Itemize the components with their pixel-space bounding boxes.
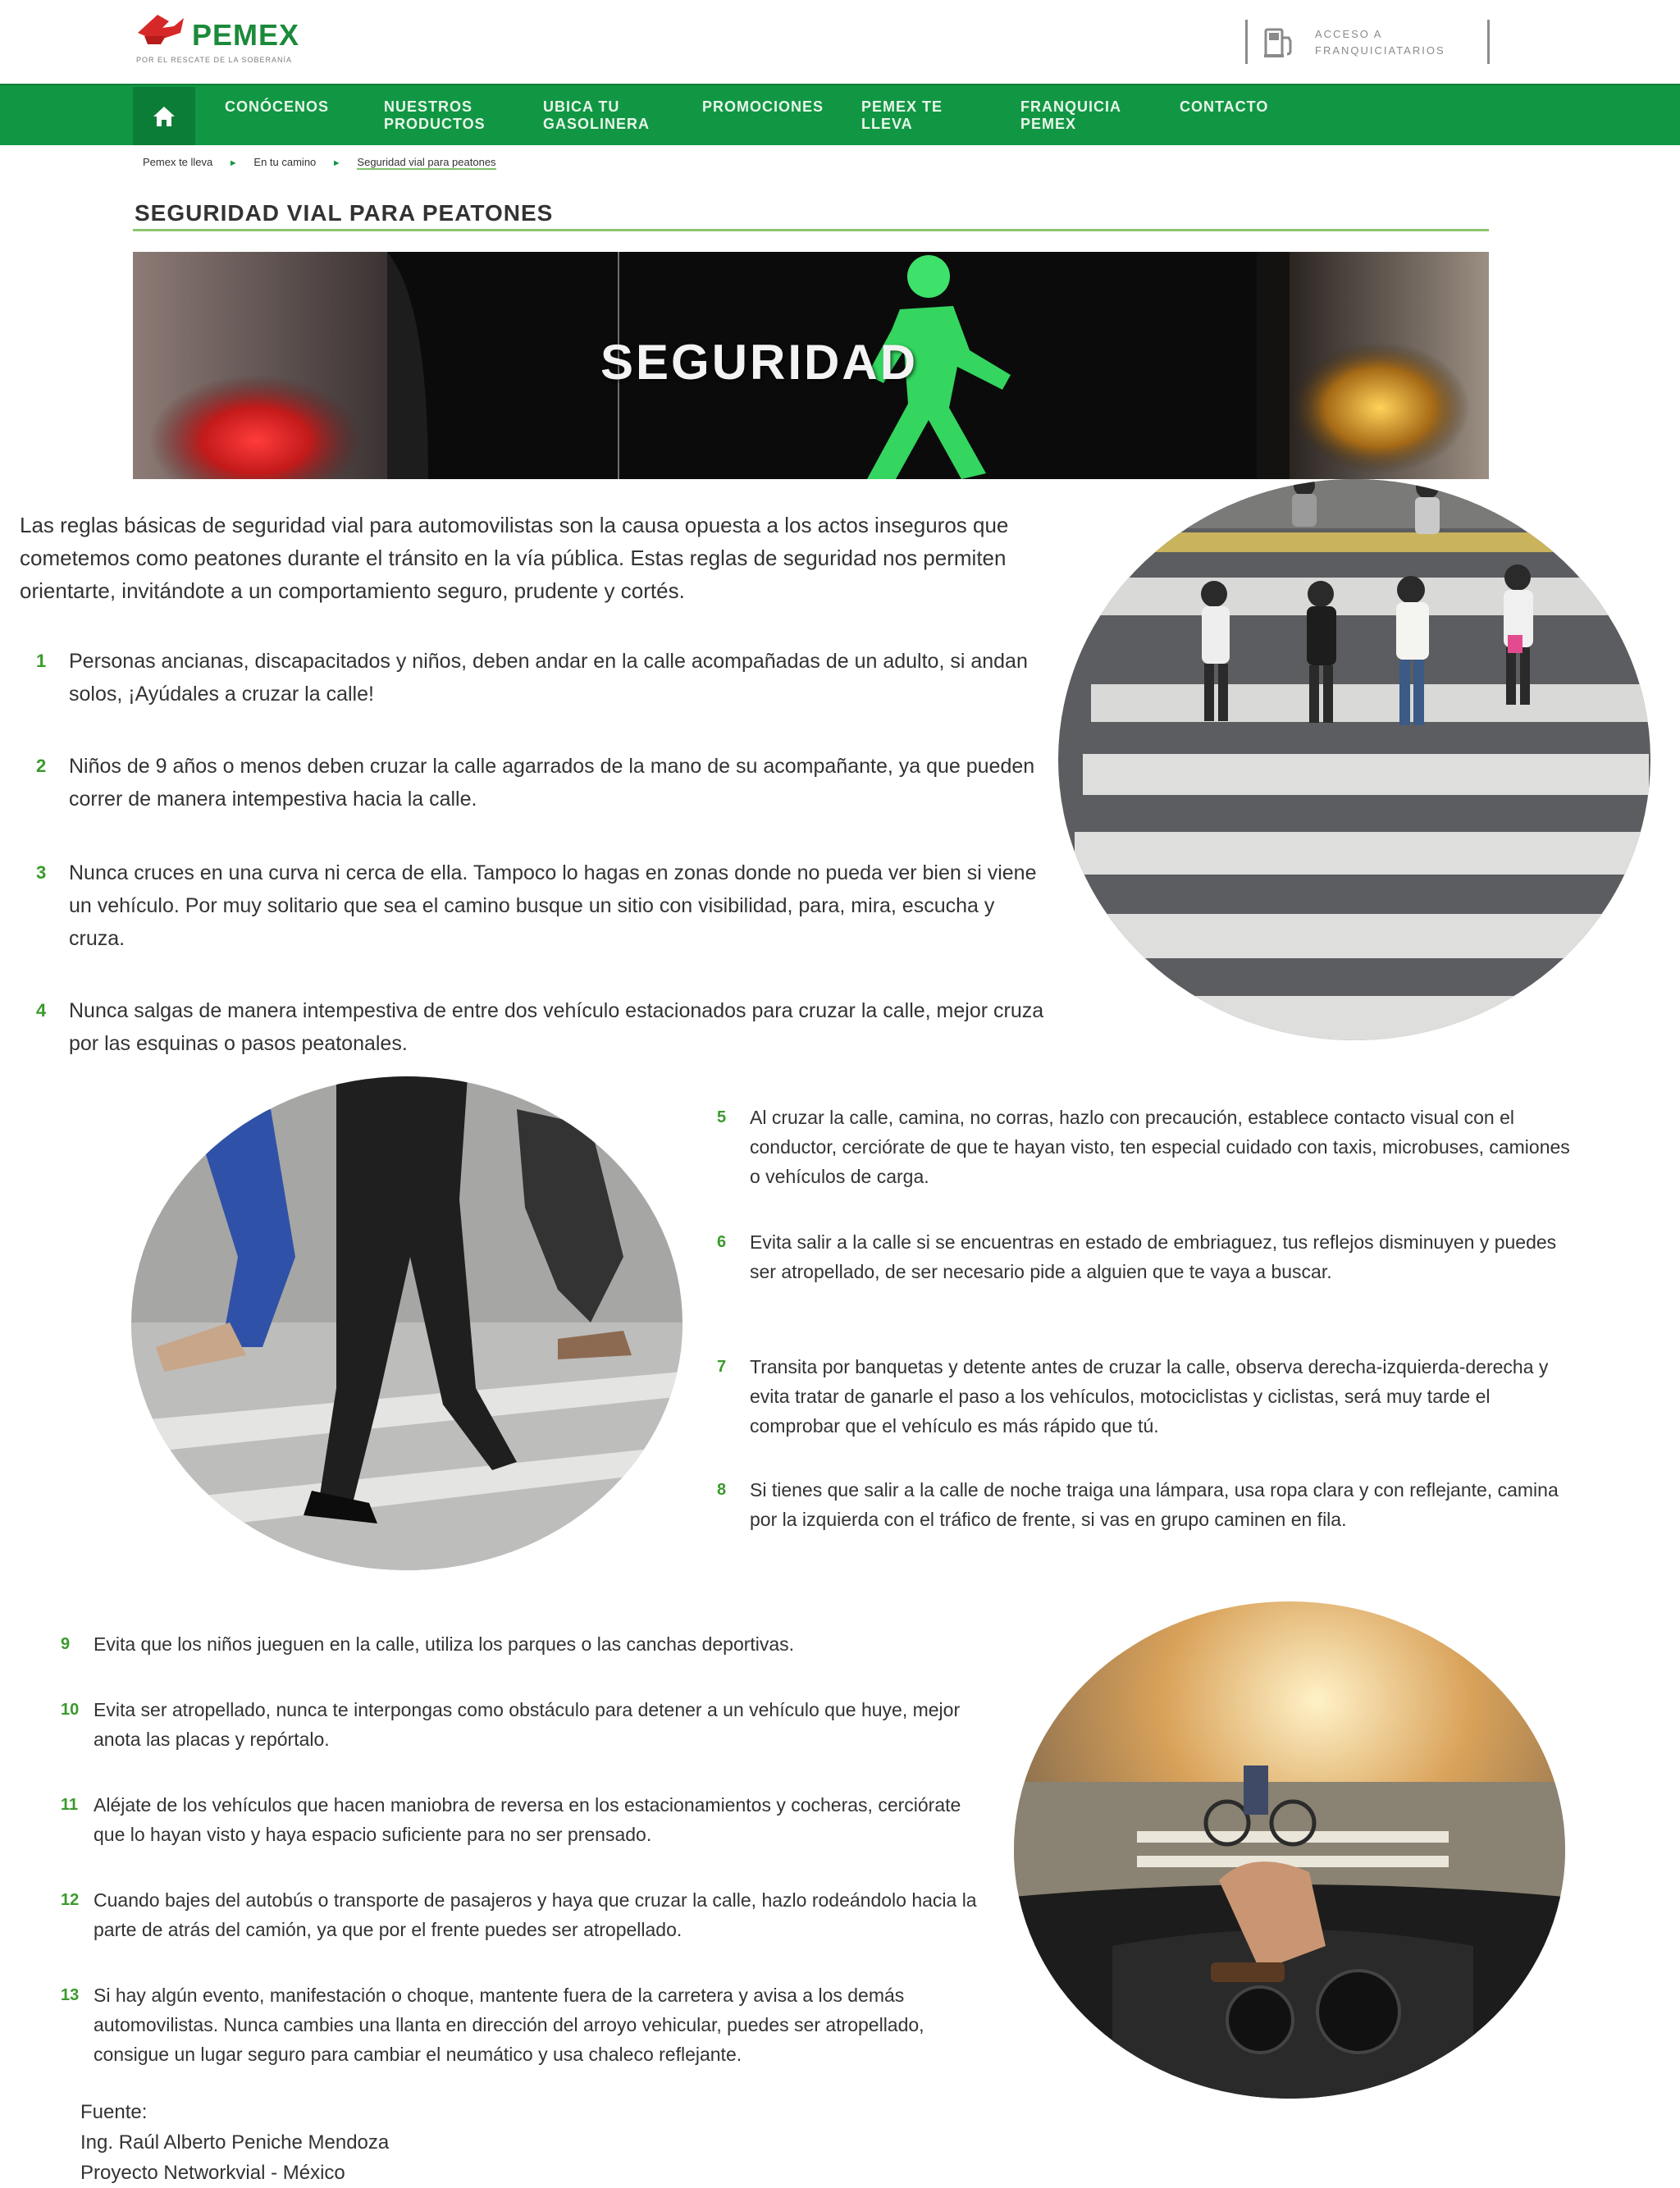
rule-number: 2 [36, 756, 47, 776]
pedestrians-walking-photo [131, 1076, 682, 1570]
hero-title: SEGURIDAD [600, 335, 919, 390]
source-author: Ing. Raúl Alberto Peniche Mendoza [80, 2131, 390, 2154]
crosswalk-image [1058, 479, 1650, 1040]
top-header [0, 0, 1680, 84]
rule-text: Evita salir a la calle si se encuentras en estado de embriaguez, tus reflejos disminuyen y puedes ser atropellado, de ser necesario pide a alguien que te vaya a buscar. [750, 1231, 1557, 1282]
list-item [717, 1475, 1570, 1534]
list-item [717, 1227, 1570, 1286]
access-line-1: ACCESO A [1315, 28, 1383, 40]
franchise-access-label [1315, 26, 1445, 59]
nav-label: PROMOCIONES [702, 98, 824, 115]
nav-label: PEMEX TE [861, 98, 943, 115]
chevron-right-icon: ► [331, 158, 341, 168]
rule-number: 10 [61, 1701, 80, 1719]
rule-number: 6 [717, 1233, 727, 1251]
access-line-2: FRANQUICIATARIOS [1315, 44, 1445, 57]
list-item [36, 750, 1045, 815]
nav-item-conocenos[interactable] [225, 98, 329, 116]
rule-text: Evita ser atropellado, nunca te interpongas como obstáculo para detener a un vehículo que huye, mejor anota las placas y repórtalo. [94, 1699, 961, 1750]
rule-text: Niños de 9 años o menos deben cruzar la calle agarrados de la mano de su acompañante, ya que pueden correr de manera intempestiva hacia la calle. [69, 755, 1035, 811]
nav-item-contacto[interactable] [1180, 98, 1268, 116]
rule-text: Si tienes que salir a la calle de noche traiga una lámpara, usa ropa clara y con reflejante, camina por la izquierda con el tráfico de frente, si vas en grupo caminen en fila. [750, 1479, 1559, 1530]
list-item [61, 1790, 996, 1849]
nav-label: CONTACTO [1180, 98, 1269, 115]
breadcrumb-link[interactable]: En tu camino [253, 156, 317, 168]
brand-name: PEMEX [192, 18, 300, 52]
list-item [717, 1352, 1570, 1441]
nav-label-2: GASOLINERA [543, 116, 651, 132]
rule-number: 3 [36, 862, 47, 883]
rule-number: 13 [61, 1986, 80, 2004]
rule-number: 1 [36, 651, 47, 671]
list-item [36, 994, 1053, 1060]
nav-label-2: PEMEX [1020, 116, 1077, 132]
pemex-logo[interactable] [133, 8, 346, 74]
rule-text: Nunca salgas de manera intempestiva de entre dos vehículo estacionados para cruzar la calle, mejor cruza por las esquinas o pasos peatonales. [69, 999, 1044, 1055]
list-item [61, 1980, 996, 2069]
source-citation [80, 2097, 389, 2188]
rule-number: 12 [61, 1891, 80, 1909]
crosswalk-photo [1058, 479, 1650, 1040]
hero-banner [133, 252, 1489, 479]
nav-label-2: PRODUCTOS [384, 116, 486, 132]
list-item [61, 1885, 996, 1944]
chevron-right-icon: ► [228, 158, 238, 168]
list-item [61, 1695, 996, 1754]
source-project: Proyecto Networkvial - México [80, 2162, 345, 2184]
nav-home-button[interactable] [133, 87, 195, 145]
nav-label: FRANQUICIA [1020, 98, 1121, 115]
page-title: SEGURIDAD VIAL PARA PEATONES [135, 200, 554, 226]
nav-item-productos[interactable] [384, 98, 486, 133]
rule-text: Al cruzar la calle, camina, no corras, hazlo con precaución, establece contacto visual con el conductor, cerciórate de que te hayan visto, ten especial cuidado con taxis, microbuses, camiones o vehículos de carga. [750, 1107, 1570, 1187]
breadcrumb [143, 156, 496, 170]
driver-windshield-image [1014, 1601, 1565, 2099]
rule-number: 4 [36, 1000, 47, 1021]
nav-item-franquicia[interactable] [1020, 98, 1121, 133]
brand-tagline: POR EL RESCATE DE LA SOBERANÍA [136, 56, 293, 64]
fuel-pump-icon [1262, 26, 1297, 59]
nav-item-promociones[interactable] [702, 98, 824, 116]
breadcrumb-current: Seguridad vial para peatones [357, 156, 496, 168]
rule-text: Transita por banquetas y detente antes de cruzar la calle, observa derecha-izquierda-derecha y evita tratar de ganarle el paso a los vehículos, motociclistas y ciclistas, será muy tarde el comprobar que el vehículo es más rápido que tú. [750, 1356, 1549, 1437]
nav-label: NUESTROS [384, 98, 473, 115]
nav-label: UBICA TU [543, 98, 620, 115]
intro-paragraph: Las reglas básicas de seguridad vial para automovilistas son la causa opuesta a los actos inseguros que cometemos como peatones durante el tránsito en la vía pública. Estas reglas de seguridad nos permiten orientarte, invitándote a un comportamiento seguro, prudente y cortés. [20, 513, 1009, 603]
list-item [36, 645, 1045, 710]
nav-label-2: LLEVA [861, 116, 913, 132]
list-item [61, 1629, 996, 1659]
driver-view-photo [1014, 1601, 1565, 2099]
rule-number: 8 [717, 1481, 727, 1499]
nav-label: CONÓCENOS [225, 98, 330, 115]
nav-item-pemex-te-lleva[interactable] [861, 98, 943, 133]
rule-text: Si hay algún evento, manifestación o choque, mantente fuera de la carretera y avisa a los demás automovilistas. Nunca cambies una llanta en dirección del arroyo vehicular, puedes ser atropellado, consigue un lugar seguro para cambiar el neumático y usa chaleco reflejante. [94, 1985, 924, 2065]
rule-number: 5 [717, 1108, 727, 1126]
source-label: Fuente: [80, 2101, 148, 2123]
nav-item-gasolinera[interactable] [543, 98, 650, 133]
rule-text: Personas ancianas, discapacitados y niños, deben andar en la calle acompañadas de un adulto, si andan solos, ¡Ayúdales a cruzar la calle! [69, 650, 1028, 706]
rule-number: 11 [61, 1796, 79, 1814]
list-item [36, 856, 1045, 955]
rule-number: 9 [61, 1635, 71, 1653]
walking-legs-image [131, 1076, 682, 1570]
list-item [717, 1103, 1570, 1191]
main-navigation [0, 84, 1680, 145]
rule-text: Nunca cruces en una curva ni cerca de ella. Tampoco lo hagas en zonas donde no pueda ver bien si viene un vehículo. Por muy solitario que sea el camino busque un sitio con visibilidad, para, mira, escucha y cruza. [69, 861, 1037, 950]
rule-text: Cuando bajes del autobús o transporte de pasajeros y haya que cruzar la calle, hazlo rodeándolo hacia la parte de atrás del camión, ya que por el frente puedes ser atropellado. [94, 1889, 977, 1940]
rule-text: Evita que los niños jueguen en la calle, utiliza los parques o las canchas deportivas. [94, 1633, 795, 1655]
pemex-eagle-icon [133, 8, 190, 51]
rule-text: Aléjate de los vehículos que hacen maniobra de reversa en los estacionamientos y cocheras, cerciórate que lo hayan visto y haya espacio suficiente para no ser prensado. [94, 1794, 961, 1845]
title-divider [133, 229, 1489, 231]
home-icon [152, 105, 176, 128]
breadcrumb-link[interactable]: Pemex te lleva [143, 156, 213, 168]
franchise-access-link[interactable] [1245, 20, 1490, 64]
rule-number: 7 [717, 1358, 727, 1376]
